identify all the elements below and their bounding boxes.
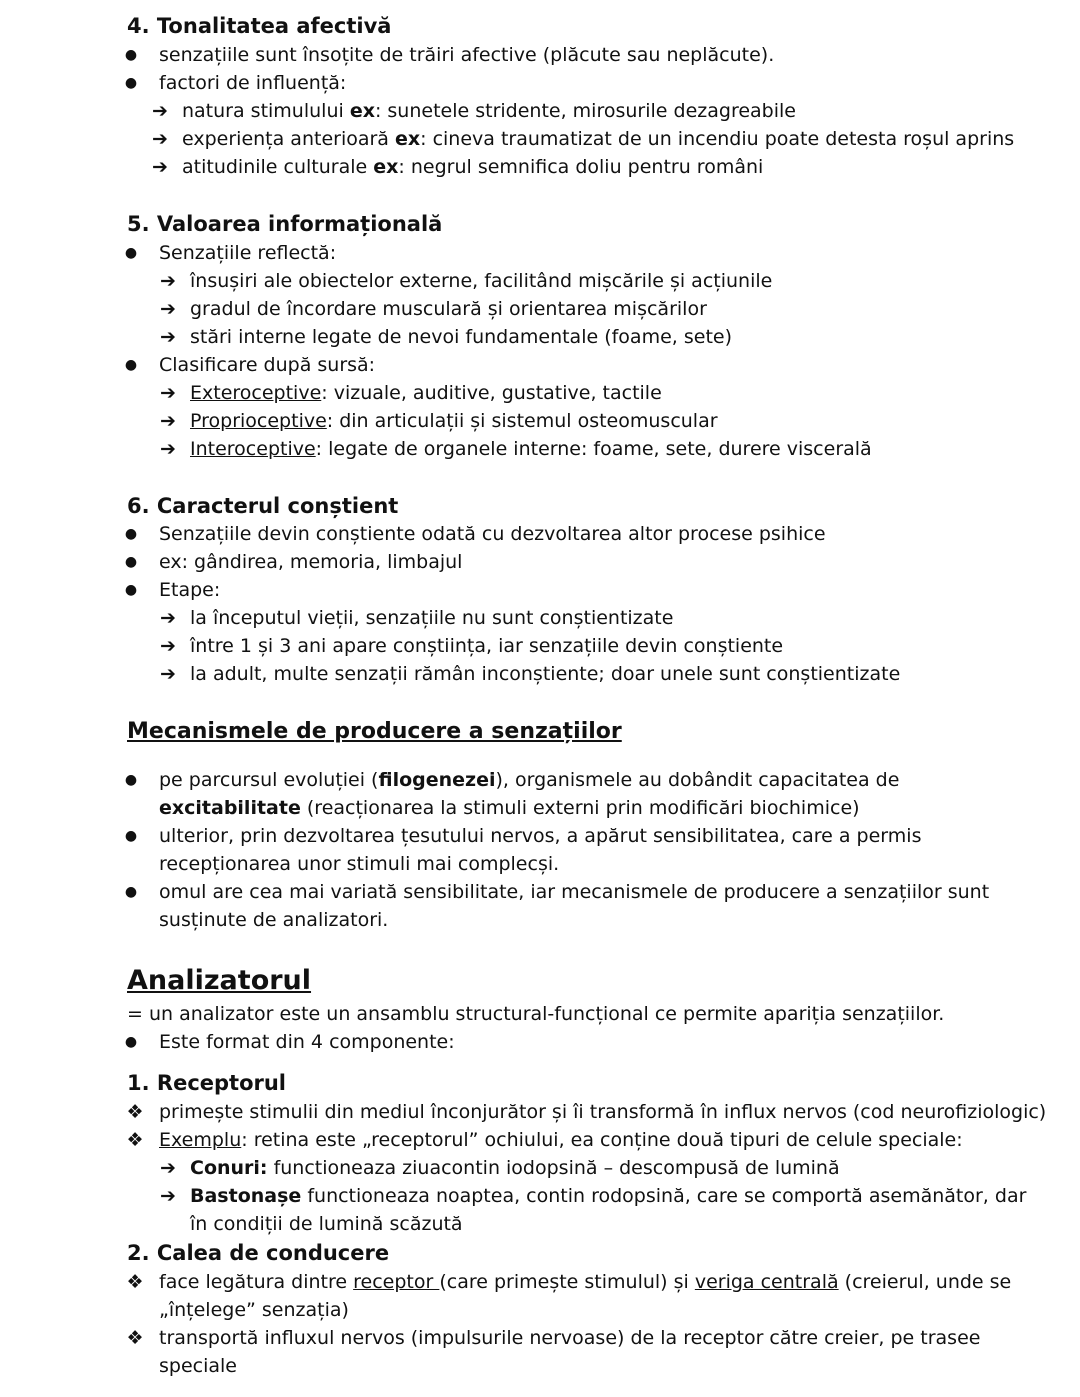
bullet-dot: ●: [124, 772, 138, 788]
list-item: Proprioceptive: din articulații și sistemul osteomuscular: [190, 410, 718, 432]
paragraph-line: recepționarea unor stimuli mai complecși.: [159, 853, 560, 875]
arrow-bullet-icon: ➔: [160, 438, 176, 460]
bullet-dot: ●: [124, 357, 138, 373]
arrow-bullet-icon: ➔: [160, 298, 176, 320]
list-item: transportă influxul nervos (impulsurile nervoase) de la receptor către creier, pe trasee: [159, 1327, 981, 1349]
arrow-bullet-icon: ➔: [152, 128, 168, 150]
list-item: la adult, multe senzații rămân inconștiente; doar unele sunt conștientizate: [190, 663, 901, 685]
arrow-bullet-icon: ➔: [160, 1185, 176, 1207]
list-item-continuation: „înțelege” senzația): [159, 1299, 349, 1321]
list-item: Bastonașe functioneaza noaptea, contin rodopsină, care se comportă asemănător, dar: [190, 1185, 1027, 1207]
paragraph-line: ulterior, prin dezvoltarea țesutului nervos, a apărut sensibilitatea, care a permis: [159, 825, 922, 847]
bullet-dot: ●: [124, 554, 138, 570]
list-item: face legătura dintre receptor (care primește stimulul) și veriga centrală (creierul, unde se: [159, 1271, 1012, 1293]
list-item: Clasificare după sursă:: [159, 354, 376, 376]
section-4-title: 4. Tonalitatea afectivă: [127, 14, 392, 38]
arrow-bullet-icon: ➔: [160, 663, 176, 685]
pathway-heading: 2. Calea de conducere: [127, 1241, 390, 1265]
arrow-bullet-icon: ➔: [152, 100, 168, 122]
list-item: senzațiile sunt însoțite de trăiri afective (plăcute sau neplăcute).: [159, 44, 775, 66]
list-item: Etape:: [159, 579, 221, 601]
receptor-heading: 1. Receptorul: [127, 1071, 287, 1095]
bullet-dot: ●: [124, 828, 138, 844]
list-item: experiența anterioară ex: cineva traumatizat de un incendiu poate detesta roșul aprins: [182, 128, 1015, 150]
diamond-bullet-icon: ❖: [126, 1327, 144, 1349]
arrow-bullet-icon: ➔: [160, 410, 176, 432]
list-item: Exemplu: retina este „receptorul” ochiului, ea conține două tipuri de celule speciale:: [159, 1129, 963, 1151]
bullet-dot: ●: [124, 526, 138, 542]
list-item: ex: gândirea, memoria, limbajul: [159, 551, 463, 573]
list-item: Conuri: functioneaza ziuacontin iodopsină – descompusă de lumină: [190, 1157, 840, 1179]
paragraph-line: susținute de analizatori.: [159, 909, 389, 931]
list-item: însușiri ale obiectelor externe, facilitând mișcările și acțiunile: [190, 270, 773, 292]
paragraph-line: omul are cea mai variată sensibilitate, iar mecanismele de producere a senzațiilor sunt: [159, 881, 990, 903]
list-item: natura stimulului ex: sunetele stridente, mirosurile dezagreabile: [182, 100, 796, 122]
list-item: Exteroceptive: vizuale, auditive, gustative, tactile: [190, 382, 662, 404]
arrow-bullet-icon: ➔: [160, 326, 176, 348]
mechanisms-heading: Mecanismele de producere a senzațiilor: [127, 719, 622, 744]
section-5-title: 5. Valoarea informațională: [127, 212, 443, 236]
list-item-continuation: în condiții de lumină scăzută: [190, 1213, 463, 1235]
list-item: Senzațiile reflectă:: [159, 242, 337, 264]
diamond-bullet-icon: ❖: [126, 1129, 144, 1151]
bullet-dot: ●: [124, 245, 138, 261]
bullet-dot: ●: [124, 884, 138, 900]
list-item: Interoceptive: legate de organele interne: foame, sete, durere viscerală: [190, 438, 872, 460]
list-item: stări interne legate de nevoi fundamentale (foame, sete): [190, 326, 732, 348]
bullet-dot: ●: [124, 582, 138, 598]
arrow-bullet-icon: ➔: [160, 382, 176, 404]
analyzer-heading: Analizatorul: [127, 965, 312, 996]
list-item: între 1 și 3 ani apare conștiința, iar senzațiile devin conștiente: [190, 635, 784, 657]
paragraph-line: excitabilitate (reacționarea la stimuli externi prin modificări biochimice): [159, 797, 860, 819]
list-item-continuation: speciale: [159, 1355, 237, 1377]
arrow-bullet-icon: ➔: [160, 1157, 176, 1179]
list-item: gradul de încordare musculară și orientarea mișcărilor: [190, 298, 707, 320]
arrow-bullet-icon: ➔: [152, 156, 168, 178]
diamond-bullet-icon: ❖: [126, 1101, 144, 1123]
arrow-bullet-icon: ➔: [160, 270, 176, 292]
paragraph-line: pe parcursul evoluției (filogenezei), organismele au dobândit capacitatea de: [159, 769, 900, 791]
bullet-dot: ●: [124, 1034, 138, 1050]
list-item: primește stimulii din mediul înconjurător și îi transformă în influx nervos (cod neurofiziologic): [159, 1101, 1047, 1123]
section-6-title: 6. Caracterul conștient: [127, 494, 399, 518]
bullet-dot: ●: [124, 75, 138, 91]
arrow-bullet-icon: ➔: [160, 635, 176, 657]
list-item: Senzațiile devin conștiente odată cu dezvoltarea altor procese psihice: [159, 523, 826, 545]
diamond-bullet-icon: ❖: [126, 1271, 144, 1293]
list-item: factori de influență:: [159, 72, 347, 94]
list-item: Este format din 4 componente:: [159, 1031, 455, 1053]
definition-line: = un analizator este un ansamblu structural-funcțional ce permite apariția senzațiilor.: [127, 1003, 945, 1025]
arrow-bullet-icon: ➔: [160, 607, 176, 629]
list-item: atitudinile culturale ex: negrul semnifica doliu pentru români: [182, 156, 764, 178]
list-item: la începutul vieții, senzațiile nu sunt conștientizate: [190, 607, 674, 629]
bullet-dot: ●: [124, 47, 138, 63]
